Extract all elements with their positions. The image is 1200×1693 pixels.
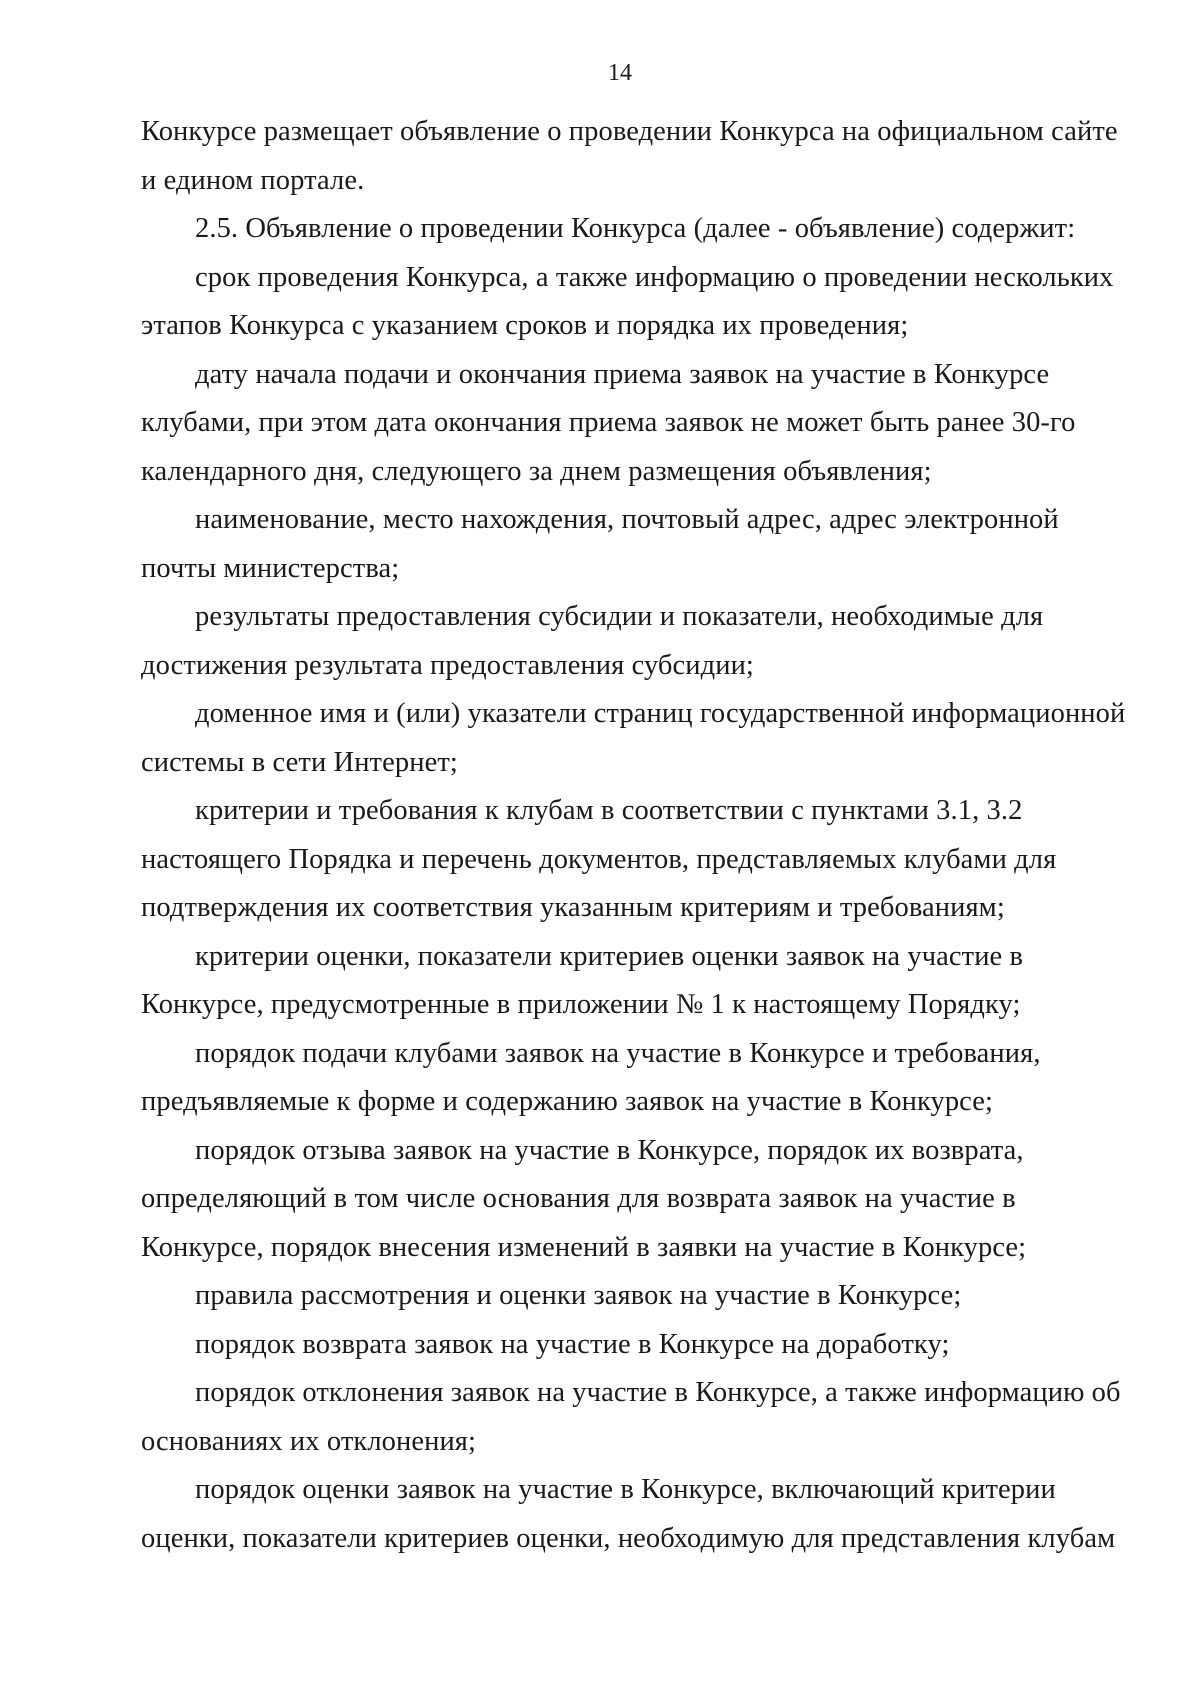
paragraph-item: порядок отзыва заявок на участие в Конкурсе, порядок их возврата, определяющий в том числе основания для возврата заявок на участие в Конкурсе, порядок внесения изменений в заявки на участие в Конкурсе; [141,1134,1027,1263]
paragraph-item: критерии оценки, показатели критериев оценки заявок на участие в Конкурсе, предусмотренные в приложении № 1 к настоящему Порядку; [141,940,1024,1020]
paragraph-section-2-5: 2.5. Объявление о проведении Конкурса (далее - объявление) содержит: [195,213,1076,244]
paragraph-item: порядок подачи клубами заявок на участие в Конкурсе и требования, предъявляемые к форме и содержанию заявок на участие в Конкурсе; [141,1037,1041,1117]
paragraph-item: доменное имя и (или) указатели страниц государственной информационной системы в сети Интернет; [141,698,1126,778]
paragraph-item: правила рассмотрения и оценки заявок на участие в Конкурсе; [195,1280,962,1311]
paragraph-item: результаты предоставления субсидии и показатели, необходимые для достижения результата предоставления субсидии; [141,601,1044,681]
paragraph-item: наименование, место нахождения, почтовый адрес, адрес электронной почты министерства; [141,504,1059,584]
page-number: 14 [608,60,632,86]
paragraph-item: порядок возврата заявок на участие в Конкурсе на доработку; [195,1328,950,1360]
paragraph-item: критерии и требования к клубам в соответствии с пунктами 3.1, 3.2 настоящего Порядка и перечень документов, представляемых клубами для подтверждения их соответствия указанным критериям и требованиям; [141,795,1057,923]
paragraph-item: порядок оценки заявок на участие в Конкурсе, включающий критерии оценки, показатели критериев оценки, необходимую для представления клубам [141,1474,1116,1554]
paragraph-item: порядок отклонения заявок на участие в Конкурсе, а также информацию об основаниях их отклонения; [141,1377,1121,1457]
paragraph-item: дату начала подачи и окончания приема заявок на участие в Конкурсе клубами, при этом дата окончания приема заявок не может быть ранее 30-го календарного дня, следующего за днем размещения объявления; [141,358,1076,487]
document-body [141,108,1128,1563]
paragraph-item: срок проведения Конкурса, а также информацию о проведении нескольких этапов Конкурса с указанием сроков и порядка их проведения; [141,261,1114,341]
paragraph-continuation: Конкурсе размещает объявление о проведении Конкурса на официальном сайте и едином портале. [141,116,1118,196]
